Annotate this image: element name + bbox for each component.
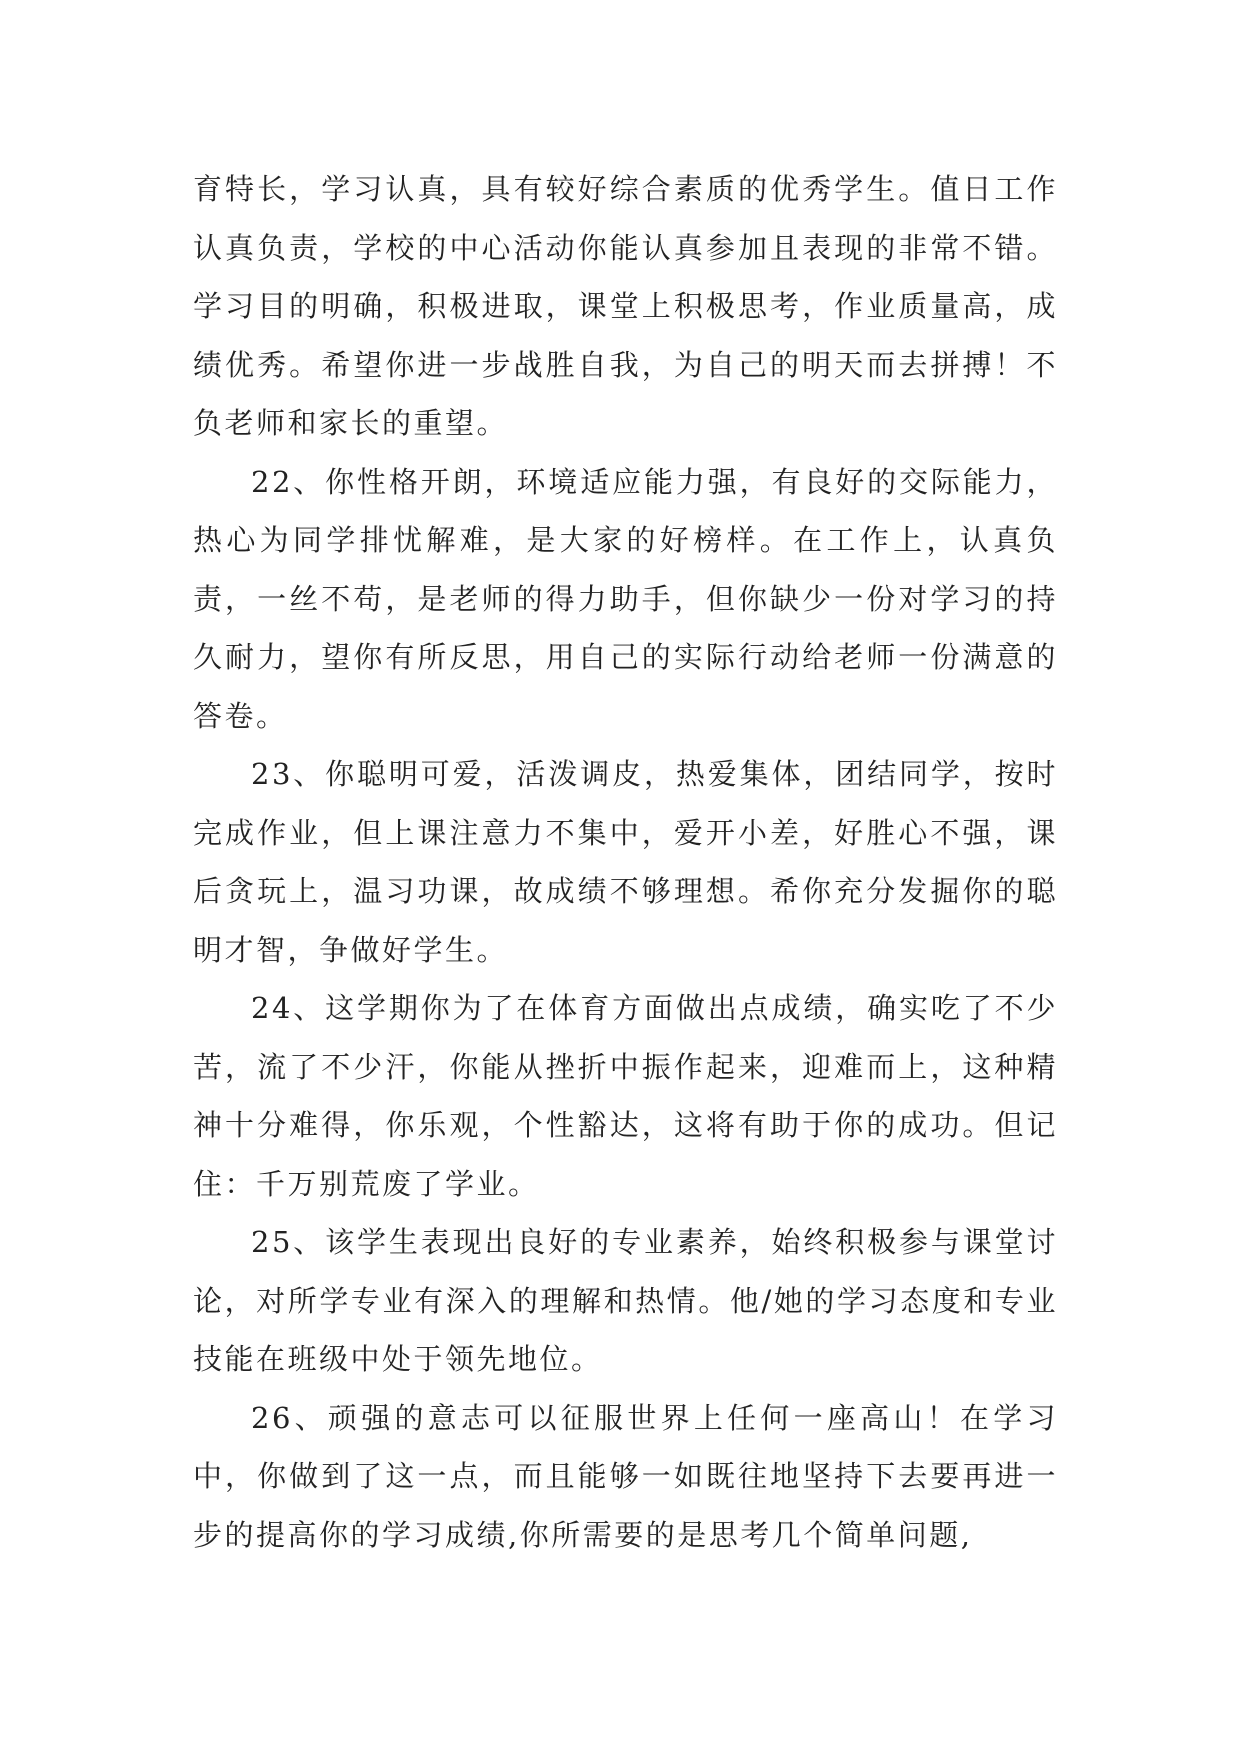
paragraph-22: 22、你性格开朗，环境适应能力强，有良好的交际能力，热心为同学排忧解难，是大家的好榜样。在工作上，认真负责，一丝不苟，是老师的得力助手，但你缺少一份对学习的持久耐力，望你有所反思，用自己的实际行动给老师一份满意的答卷。 bbox=[193, 464, 1058, 733]
paragraph-25: 25、该学生表现出良好的专业素养，始终积极参与课堂讨论，对所学专业有深入的理解和热情。他/她的学习态度和专业技能在班级中处于领先地位。 bbox=[193, 1225, 1058, 1376]
paragraph-24: 24、这学期你为了在体育方面做出点成绩，确实吃了不少苦，流了不少汗，你能从挫折中振作起来，迎难而上，这种精神十分难得，你乐观，个性豁达，这将有助于你的成功。但记住：千万别荒废了学业。 bbox=[193, 991, 1058, 1201]
document-body bbox=[193, 160, 1058, 1564]
paragraph-26: 26、顽强的意志可以征服世界上任何一座高山！在学习中，你做到了这一点，而且能够一如既往地坚持下去要再进一步的提高你的学习成绩,你所需要的是思考几个简单问题, bbox=[193, 1400, 1058, 1552]
paragraph-21-continued: 育特长，学习认真，具有较好综合素质的优秀学生。值日工作认真负责，学校的中心活动你能认真参加且表现的非常不错。学习目的明确，积极进取，课堂上积极思考，作业质量高，成绩优秀。希望你进一步战胜自我，为自己的明天而去拼搏！不负老师和家长的重望。 bbox=[193, 172, 1058, 440]
paragraph-23: 23、你聪明可爱，活泼调皮，热爱集体，团结同学，按时完成作业，但上课注意力不集中，爱开小差，好胜心不强，课后贪玩上，温习功课，故成绩不够理想。希你充分发掘你的聪明才智，争做好学生。 bbox=[193, 757, 1058, 967]
